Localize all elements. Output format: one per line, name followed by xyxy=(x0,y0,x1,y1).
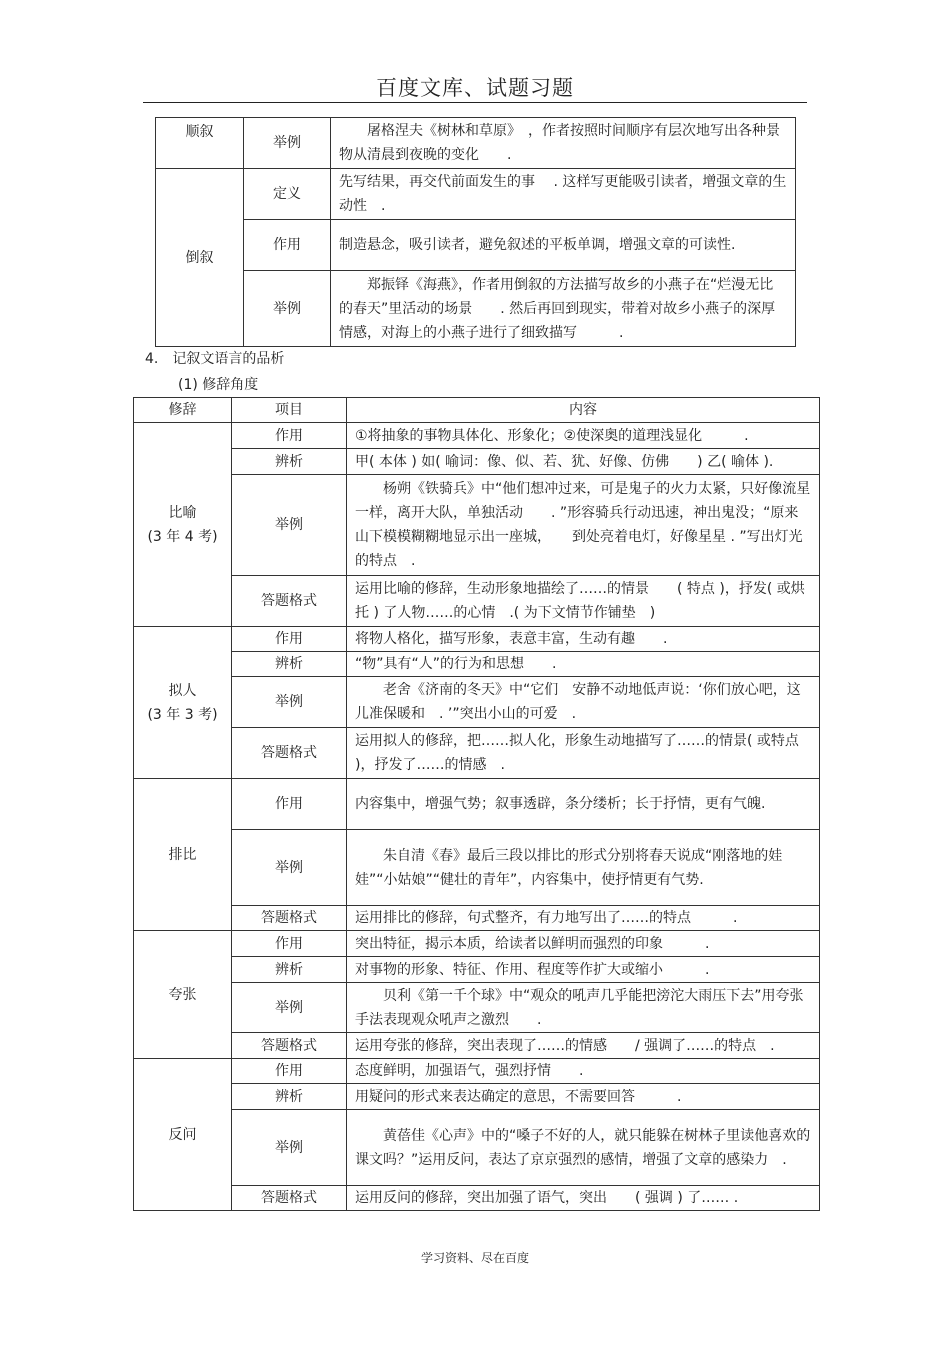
table-row xyxy=(156,271,796,347)
content-cell: 屠格涅夫《树林和草原》 ，作者按照时间顺序有层次地写出各种景物从清晨到夜晚的变化 . xyxy=(331,118,796,169)
item-cell: 答题格式 xyxy=(232,906,347,931)
table-row xyxy=(156,169,796,220)
item-cell: 辨析 xyxy=(232,449,347,475)
category-note: (3 年 3 考) xyxy=(147,706,218,723)
content-cell: 杨朔《铁骑兵》中“他们想冲过来，可是鬼子的火力太紧，只好像流星一样，离开大队，单独活动 . ”形容骑兵行动迅速，神出鬼没；“原来山下模模糊糊地显示出一座城， 到处亮着电灯，好像星星 . ”写出灯光的特点 . xyxy=(347,475,820,576)
category-cell: 反问 xyxy=(134,1059,232,1211)
content-cell: 运用反问的修辞，突出加强了语气，突出 ( 强调 ) 了…… . xyxy=(347,1186,820,1211)
item-cell: 答题格式 xyxy=(232,728,347,779)
item-cell: 作用 xyxy=(232,779,347,830)
item-cell: 作用 xyxy=(244,220,331,271)
table-row xyxy=(134,1110,820,1186)
category-cell: 顺叙 xyxy=(156,118,244,169)
item-cell: 举例 xyxy=(244,118,331,169)
rhetoric-table xyxy=(133,397,820,1211)
item-cell: 作用 xyxy=(232,931,347,957)
table-row xyxy=(134,1059,820,1084)
content-cell: 运用比喻的修辞，生动形象地描绘了……的情景 ( 特点 )，抒发( 或烘托 ) 了人物……的心情 .( 为下文情节作铺垫 ) xyxy=(347,576,820,627)
item-cell: 举例 xyxy=(244,271,331,347)
table-row xyxy=(134,983,820,1033)
content-cell: 将物人格化，描写形象，表意丰富，生动有趣 . xyxy=(347,627,820,652)
item-cell: 辨析 xyxy=(232,1084,347,1110)
content-cell: 用疑问的形式来表达确定的意思，不需要回答 . xyxy=(347,1084,820,1110)
category-name: 比喻 xyxy=(168,504,197,521)
category-name: 拟人 xyxy=(168,682,197,699)
item-cell: 定义 xyxy=(244,169,331,220)
item-cell: 举例 xyxy=(232,677,347,728)
page-title: 百度文库、试题习题 xyxy=(376,76,574,100)
category-cell xyxy=(134,627,232,779)
content-cell: 甲( 本体 ) 如( 喻词：像、似、若、犹、好像、仿佛 ) 乙( 喻体 ). xyxy=(347,449,820,475)
category-note: (3 年 4 考) xyxy=(147,528,218,545)
content-cell: 朱自清《春》最后三段以排比的形式分别将春天说成“刚落地的娃娃”“小姑娘”“健壮的青年”，内容集中，使抒情更有气势. xyxy=(347,830,820,906)
page-footer: 学习资料、尽在百度 xyxy=(420,1251,529,1265)
header-divider xyxy=(143,102,807,103)
table-row xyxy=(134,449,820,475)
content-cell: 对事物的形象、特征、作用、程度等作扩大或缩小 . xyxy=(347,957,820,983)
item-cell: 举例 xyxy=(232,1110,347,1186)
content-cell: 运用排比的修辞，句式整齐，有力地写出了……的特点 . xyxy=(347,906,820,931)
item-cell: 答题格式 xyxy=(232,1033,347,1059)
column-header: 项目 xyxy=(232,398,347,423)
table-row xyxy=(134,652,820,677)
table-row xyxy=(134,677,820,728)
content-cell: 老舍《济南的冬天》中“它们 安静不动地低声说：‘你们放心吧，这儿准保暖和 . ’”突出小山的可爱 . xyxy=(347,677,820,728)
item-cell: 辨析 xyxy=(232,957,347,983)
table-row xyxy=(156,220,796,271)
content-cell: “物”具有“人”的行为和思想 . xyxy=(347,652,820,677)
table-row xyxy=(156,118,796,169)
column-header: 修辞 xyxy=(134,398,232,423)
item-cell: 举例 xyxy=(232,983,347,1033)
content-cell: ①将抽象的事物具体化、形象化；②使深奥的道理浅显化 . xyxy=(347,423,820,449)
table-row xyxy=(134,931,820,957)
content-cell: 郑振铎《海燕》，作者用倒叙的方法描写故乡的小燕子在“烂漫无比的春天”里活动的场景 . 然后再回到现实，带着对故乡小燕子的深厚情感，对海上的小燕子进行了细致描写 . xyxy=(331,271,796,347)
item-cell: 作用 xyxy=(232,627,347,652)
category-cell xyxy=(134,423,232,627)
item-cell: 辨析 xyxy=(232,652,347,677)
narrative-order-table xyxy=(155,117,796,347)
content-cell: 制造悬念，吸引读者，避免叙述的平板单调，增强文章的可读性. xyxy=(331,220,796,271)
item-cell: 答题格式 xyxy=(232,576,347,627)
table-row xyxy=(134,1033,820,1059)
item-cell: 举例 xyxy=(232,830,347,906)
item-cell: 答题格式 xyxy=(232,1186,347,1211)
content-cell: 运用夸张的修辞，突出表现了……的情感 / 强调了……的特点 . xyxy=(347,1033,820,1059)
table-row xyxy=(134,830,820,906)
section-heading: 4. 记叙文语言的品析 xyxy=(145,351,285,367)
item-cell: 举例 xyxy=(232,475,347,576)
table-row xyxy=(134,728,820,779)
content-cell: 内容集中，增强气势；叙事透辟，条分缕析；长于抒情，更有气魄. xyxy=(347,779,820,830)
table-row xyxy=(134,423,820,449)
category-cell: 排比 xyxy=(134,779,232,931)
table-row xyxy=(134,627,820,652)
content-cell: 态度鲜明，加强语气，强烈抒情 . xyxy=(347,1059,820,1084)
content-cell: 贝利《第一千个球》中“观众的吼声几乎能把滂沱大雨压下去”用夸张手法表现观众吼声之激烈 . xyxy=(347,983,820,1033)
column-header: 内容 xyxy=(347,398,820,423)
item-cell: 作用 xyxy=(232,423,347,449)
content-cell: 运用拟人的修辞，把……拟人化，形象生动地描写了……的情景( 或特点 )，抒发了……的情感 . xyxy=(347,728,820,779)
table-row xyxy=(134,576,820,627)
table-row xyxy=(134,906,820,931)
table-row xyxy=(134,1186,820,1211)
category-cell: 夸张 xyxy=(134,931,232,1059)
table-row xyxy=(134,1084,820,1110)
table-row xyxy=(134,957,820,983)
content-cell: 先写结果，再交代前面发生的事 . 这样写更能吸引读者，增强文章的生动性 . xyxy=(331,169,796,220)
category-cell: 倒叙 xyxy=(156,169,244,347)
table-header-row xyxy=(134,398,820,423)
table-row xyxy=(134,475,820,576)
subsection-heading: (1) 修辞角度 xyxy=(178,377,259,393)
table-row xyxy=(134,779,820,830)
content-cell: 突出特征，揭示本质，给读者以鲜明而强烈的印象 . xyxy=(347,931,820,957)
content-cell: 黄蓓佳《心声》中的“嗓子不好的人，就只能躲在树林子里读他喜欢的课文吗？”运用反问，表达了京京强烈的感情，增强了文章的感染力 . xyxy=(347,1110,820,1186)
item-cell: 作用 xyxy=(232,1059,347,1084)
